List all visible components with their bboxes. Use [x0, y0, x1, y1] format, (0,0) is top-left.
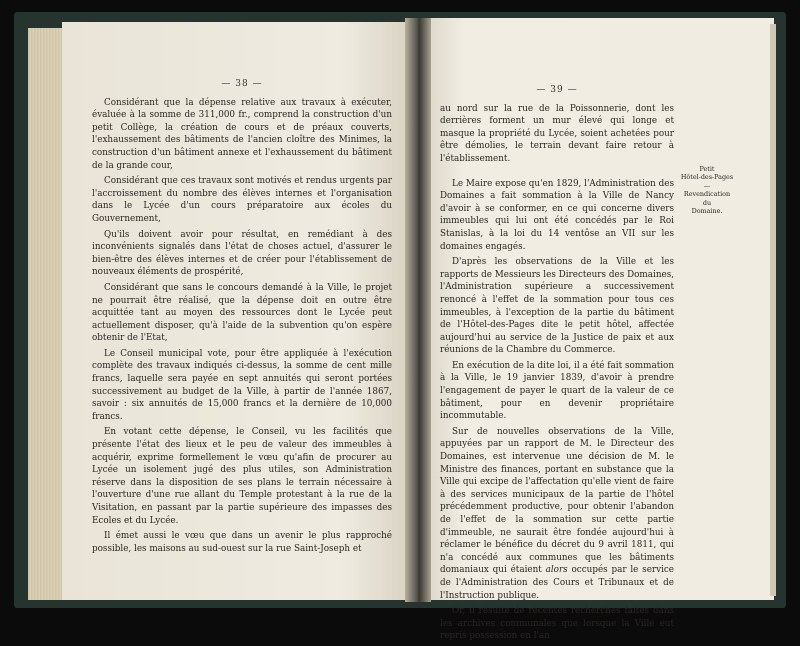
margin-note-line: — [703, 181, 711, 190]
margin-note-line: du [702, 198, 712, 207]
paragraph: au nord sur la rue de la Poissonnerie, dont les derrières forment un mur élevé qui longe et masque la propriété du Lycée, soient achetées pour être démolies, le terrain devant faire retour à l'établissement. [440, 103, 674, 164]
margin-note-line: Hôtel-des-Pages [680, 173, 734, 182]
paragraph [440, 426, 674, 602]
paragraph: Qu'ils doivent avoir pour résultat, en remédiant à des inconvénients signalés dans l'état de choses actuel, d'assurer le bien-être des élèves internes et de créer pour l'établissement de nouveaux éléments de prospérité, [92, 229, 392, 278]
paragraph: Considérant que sans le concours demandé à la Ville, le projet ne pourrait être réalisé, que la dépense doit en outre être acquittée tant au moyen des ressources dont le Lycée peut actuellement disposer, qu'à l'aide de la subvention qu'on espère obtenir de l'Etat, [92, 282, 392, 344]
margin-note [680, 165, 734, 215]
right-page-edge [770, 24, 776, 596]
paragraph-text: occupés par le service de l'Administration des Cours et Tribunaux et de l'Instruction publique. [440, 565, 675, 601]
paragraph: Le Conseil municipal vote, pour être appliquée à l'exécution complète des travaux indiqués ci-dessus, la somme de cent mille francs, laquelle sera payée en sept annuités qui seront portées successivement au budget de la Ville, à partir de l'année 1867, savoir : six annuités de 15,000 francs et la dernière de 10,000 francs. [92, 348, 392, 422]
paragraph: Or, il résulte de récentes recherches faites dans les archives communales que lorsque la Ville eut repris possession en l'an [440, 606, 674, 642]
right-page-text [440, 84, 674, 646]
paragraph-text: Sur de nouvelles observations de la Ville, appuyées par un rapport de M. le Directeur des Domaines, est intervenue une décision de M. le Ministre des finances, portant en substance que la Ville qui excipe de l'affectation qu'elle vient de faire à des services municipaux de la partie de l'hôtel précédemment productive, pour obtenir l'abandon de l'effet de la sommation sur cette partie d'immeuble, ne saurait être fondée aujourd'hui à réclamer le bénéfice du décret du 9 avril 1811, qui n'a concédé aux communes que les bâtiments domaniaux qui étaient [440, 426, 674, 576]
left-page-text [92, 78, 392, 558]
page-number-right: — 39 — [536, 85, 578, 95]
paragraph: En exécution de la dite loi, il a été fait sommation à la Ville, le 19 janvier 1839, d'avoir à prendre l'engagement de payer le quart de la valeur de ce bâtiment, pour en devenir propriétaire incommutable. [440, 360, 674, 422]
margin-note-line: Petit [699, 165, 715, 173]
paragraph: Il émet aussi le vœu que dans un avenir le plus rapproché possible, les maisons au sud-ouest sur la rue Saint-Joseph et [92, 531, 392, 554]
page-number-left: — 38 — [221, 79, 263, 89]
paragraph: Le Maire expose qu'en 1829, l'Administration des Domaines a fait sommation à la Ville de Nancy d'avoir à se conformer, en ce qui concerne divers immeubles qui lui ont été concédés par le Roi Stanislas, à la loi du 14 ventôse an VII sur les domaines engagés. [440, 178, 674, 252]
margin-note-line: Revendication [683, 190, 731, 199]
paragraph: D'après les observations de la Ville et les rapports de Messieurs les Directeurs des Domaines, l'Administration supérieure a successivement renoncé à l'effet de la sommation pour tous ces immeubles, à l'exception de la partie du bâtiment de l'Hôtel-des-Pages dite le petit hôtel, affectée aujourd'hui au service de la Justice de paix et aux réunions de la Chambre du Commerce. [440, 257, 674, 356]
paragraph: Considérant que la dépense relative aux travaux à exécuter, évaluée à la somme de 311,000 fr., comprend la construction d'un petit Collège, la création de cours et de préaux couverts, l'exhaussement des bâtiments de l'ancien cloître des Minimes, la construction d'un bâtiment annexe et l'exhaussement du bâtiment de la grande cour, [92, 97, 392, 171]
margin-note-line: Domaine. [691, 207, 723, 216]
italic-word: alors [545, 565, 568, 576]
book-gutter [405, 18, 431, 602]
paragraph: En votant cette dépense, le Conseil, vu les facilités que présente l'état des lieux et le peu de valeur des immeubles à acquérir, exprime formellement le vœu qu'afin de procurer au Lycée un isolement jugé des plus utiles, son Administration réserve dans la disposition de ses plans le terrain nécessaire à l'ouverture d'une rue allant du Temple protestant à la rue de la Visitation, en passant par la partie supérieure des impasses des Ecoles et du Lycée. [92, 427, 392, 526]
paragraph: Considérant que ces travaux sont motivés et rendus urgents par l'accroissement du nombre des élèves internes et l'organisation dans le Lycée d'un cours préparatoire aux écoles du Gouvernement, [92, 176, 392, 224]
